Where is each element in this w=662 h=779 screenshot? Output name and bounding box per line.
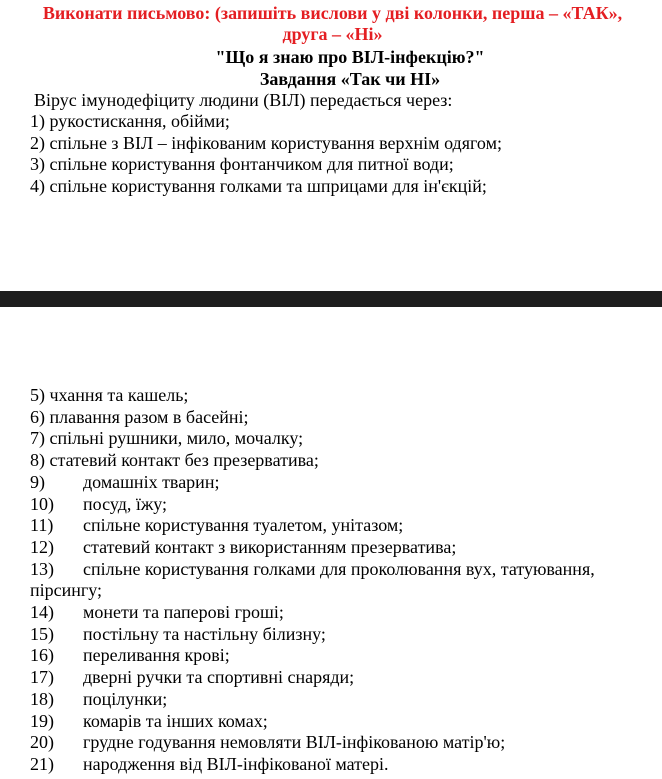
list-item-text: народження від ВІЛ-інфікованої матері. <box>83 753 389 774</box>
list-item-text: грудне годування немовляти ВІЛ-інфікованою матір'ю; <box>83 732 506 753</box>
instruction-text: Виконати письмово: (запишіть вислови у дві колонки, перша – «ТАК», друга – «Ні» <box>42 3 623 44</box>
list-item-number: 14) <box>30 602 54 623</box>
list-item <box>30 645 640 667</box>
list-item <box>30 754 640 776</box>
list-item <box>30 732 640 754</box>
list-item-number: 16) <box>30 645 54 666</box>
list-item-number: 21) <box>30 753 54 774</box>
list-item <box>30 624 640 646</box>
list-item: 1) рукостискання, обійми; <box>30 111 230 131</box>
list-item-text: спільне користування туалетом, унітазом; <box>83 515 404 536</box>
list-item-number: 19) <box>30 710 54 731</box>
list-item <box>30 472 640 494</box>
page-divider <box>0 291 662 307</box>
list-item-number: 18) <box>30 688 54 709</box>
list-item-text: комарів та інших комах; <box>83 710 268 731</box>
list-item: 8) статевий контакт без презерватива; <box>30 450 319 471</box>
list-item-number: 9) <box>30 471 45 492</box>
list-item <box>30 515 640 537</box>
list-item <box>30 494 640 516</box>
list-item-text: домашніх тварин; <box>83 471 220 492</box>
list-item-number: 15) <box>30 623 54 644</box>
list-item: 6) плавання разом в басейні; <box>30 406 249 427</box>
list-item-text: спільне користування голками для проколювання вух, татуювання, пірсингу; <box>30 558 595 601</box>
list-item: 5) чхання та кашель; <box>30 385 189 405</box>
list-item-number: 11) <box>30 515 54 536</box>
list-item <box>30 667 640 689</box>
statement-list-top <box>30 111 640 197</box>
page-title: "Що я знаю про ВІЛ-інфекцію?" <box>215 47 485 67</box>
list-item-text: дверні ручки та спортивні снаряди; <box>83 667 355 688</box>
list-item-number: 13) <box>30 558 54 579</box>
list-item-text: статевий контакт з використанням презерватива; <box>83 536 457 557</box>
statement-list-bottom <box>30 385 640 776</box>
page-subtitle: Завдання «Так чи НІ» <box>259 69 441 89</box>
list-item-text: монети та паперові гроші; <box>83 602 284 623</box>
list-item: 7) спільні рушники, мило, мочалку; <box>30 428 304 449</box>
list-item <box>30 559 630 602</box>
list-item <box>30 711 640 733</box>
list-item-number: 12) <box>30 536 54 557</box>
intro-text: Вірус імунодефіциту людини (ВІЛ) передається через: <box>34 90 453 110</box>
list-item: 3) спільне користування фонтанчиком для питної води; <box>30 154 454 174</box>
document-page-top <box>0 0 662 291</box>
list-item <box>30 689 640 711</box>
list-item-text: постільну та настільну білизну; <box>83 623 326 644</box>
list-item <box>30 602 640 624</box>
list-item-text: поцілунки; <box>83 688 168 709</box>
list-item: 4) спільне користування голками та шприцами для ін'єкцій; <box>30 175 487 196</box>
list-item-number: 10) <box>30 493 54 514</box>
list-item-number: 17) <box>30 667 54 688</box>
list-item-text: переливання крові; <box>83 645 230 666</box>
list-item <box>30 537 640 559</box>
list-item-text: посуд, їжу; <box>83 493 168 514</box>
list-item: 2) спільне з ВІЛ – інфікованим користування верхнім одягом; <box>30 132 502 153</box>
list-item-number: 20) <box>30 732 54 753</box>
